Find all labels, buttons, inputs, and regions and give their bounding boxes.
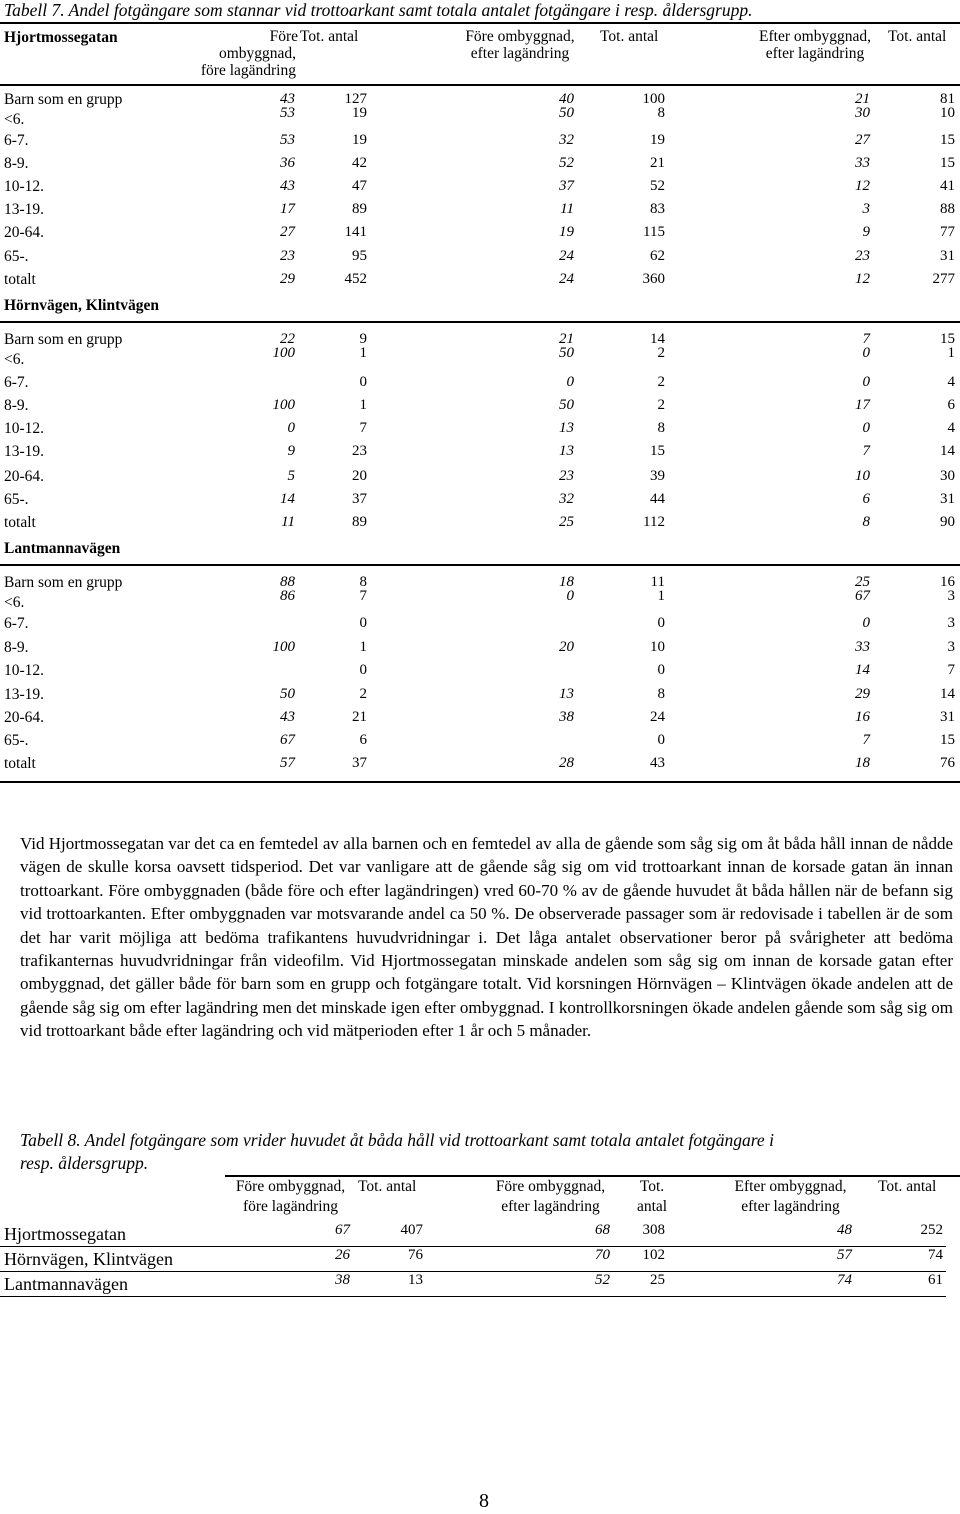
table7-cell: 95 [352,248,367,264]
page-number: 8 [479,1490,489,1512]
table7-col3-header: Före ombyggnad, efter lagändring [465,28,575,62]
table8-col5-header: Efter ombyggnad, efter lagändring [734,1178,847,1215]
table7-cell: 25 [559,514,574,530]
table7-cell: 10 [855,468,870,484]
table7-section-rule [0,564,960,566]
table7-caption: Tabell 7. Andel fotgängare som stannar vid trottoarkant samt totala antalet fotgängare i resp. åldersgrupp. [4,0,753,20]
table7-cell: 3 [947,588,955,604]
table7-bottom-rule [0,781,960,783]
table7-row-label: 10-12. [4,178,45,195]
table8-caption-line1: Tabell 8. Andel fotgängare som vrider huvudet åt båda håll vid trottoarkant samt totala antalet fotgängare i [20,1130,774,1150]
table8-cell: 74 [928,1247,943,1263]
table7-section-header: Hörnvägen, Klintvägen [4,297,160,314]
table7-cell: 20 [352,468,367,484]
table8-cell: 74 [837,1272,852,1288]
table7-cell: 31 [940,709,955,725]
table7-cell: 23 [559,468,574,484]
table7-cell: 76 [940,755,955,771]
table7-cell: 90 [940,514,955,530]
table7-cell: 47 [352,178,367,194]
table7-cell: 100 [272,639,295,655]
table7-cell: 43 [280,709,295,725]
table7-cell: 15 [940,155,955,171]
table8-cell: 76 [408,1247,423,1263]
table7-cell: 38 [559,709,574,725]
table7-cell: 23 [352,443,367,459]
table7-cell: 27 [855,132,870,148]
table7-row-label: 10-12. [4,662,45,679]
table7-cell: 21 [855,91,870,107]
table7-cell: 50 [559,345,574,361]
table7-cell: 100 [272,397,295,413]
table7-cell: 277 [932,271,955,287]
table8-cell: 38 [335,1272,350,1288]
table7-cell: 13 [559,686,574,702]
table7-cell: 31 [940,248,955,264]
table7-cell: 50 [559,397,574,413]
table7-cell: 29 [280,271,295,287]
table7-cell: 12 [855,271,870,287]
table7-cell: 30 [940,468,955,484]
table7-cell: 0 [566,374,574,390]
table7-cell: 50 [559,105,574,121]
table7-row-label: <6. [4,594,25,611]
table7-cell: 115 [643,224,665,240]
table7-cell: 11 [281,514,295,530]
table7-cell: 15 [650,443,665,459]
table7-row-label: <6. [4,351,25,368]
table7-cell: 2 [657,345,665,361]
table8-cell: 48 [837,1222,852,1238]
table7-cell: 8 [657,420,665,436]
table7-row-label: 13-19. [4,201,45,218]
table7-cell: 25 [855,574,870,590]
table7-cell: 112 [643,514,665,530]
table7-header-rule [0,84,960,86]
table7-cell: 53 [280,105,295,121]
table7-cell: 24 [559,248,574,264]
table8-cell: 308 [642,1222,665,1238]
table8-row-rule [0,1296,946,1297]
table7-cell: 0 [862,374,870,390]
table7-cell: 77 [940,224,955,240]
table7-cell: 3 [947,615,955,631]
table8-cell: 52 [595,1272,610,1288]
table7-cell: 100 [642,91,665,107]
table7-cell: 0 [566,588,574,604]
table7-cell: 67 [280,732,295,748]
table7-top-rule [0,22,960,24]
table7-cell: 2 [657,374,665,390]
table8-col3-header: Före ombyggnad, efter lagändring [495,1178,606,1215]
table7-cell: 86 [280,588,295,604]
table7-cell: 23 [280,248,295,264]
table7-cell: 27 [280,224,295,240]
table7-row-label: 65-. [4,491,29,508]
table7-cell: 1 [359,345,367,361]
table7-row-label: 20-64. [4,224,45,241]
table7-cell: 1 [657,588,665,604]
table7-cell: 41 [940,178,955,194]
table7-cell: 37 [352,755,367,771]
table7-cell: 21 [352,709,367,725]
table8-col6-header: Tot. antal [878,1178,937,1195]
table7-cell: 4 [947,374,955,390]
table8-cell: 13 [408,1272,423,1288]
table7-cell: 6 [359,732,367,748]
table7-section-header: Lantmannavägen [4,540,121,557]
table7-cell: 43 [280,91,295,107]
table8-col2-header: Tot. antal [358,1178,417,1195]
table7-cell: 18 [559,574,574,590]
table7-row-label: Barn som en grupp [4,331,123,348]
table7-cell: 10 [940,105,955,121]
table7-cell: 21 [559,331,574,347]
table7-cell: 36 [280,155,295,171]
table7-cell: 62 [650,248,665,264]
table7-cell: 50 [280,686,295,702]
table7-cell: 22 [280,331,295,347]
table7-cell: 14 [940,686,955,702]
table7-cell: 21 [650,155,665,171]
table7-cell: 9 [862,224,870,240]
table7-row-label: Barn som en grupp [4,574,123,591]
table7-cell: 7 [947,662,955,678]
table7-cell: 2 [657,397,665,413]
table7-col6-header: Tot. antal [888,28,947,45]
table8-cell: 70 [595,1247,610,1263]
table7-cell: 6 [947,397,955,413]
table7-cell: 5 [287,468,295,484]
table7-cell: 17 [855,397,870,413]
table7-row-label: 10-12. [4,420,45,437]
table8-col4-header: Tot. antal [636,1178,668,1215]
table7-col1-header: Före ombyggnad, före lagändring [200,28,298,79]
table7-cell: 19 [352,132,367,148]
table7-row-label: 6-7. [4,374,29,391]
table7-cell: 14 [650,331,665,347]
table7-cell: 11 [650,574,665,590]
table7-row-label: 20-64. [4,709,45,726]
table7-cell: 53 [280,132,295,148]
table7-cell: 16 [855,709,870,725]
table7-cell: 31 [940,491,955,507]
table7-col2-header: Tot. antal [300,28,359,45]
table7-cell: 83 [650,201,665,217]
table7-row-label: 65-. [4,732,29,749]
table7-cell: 100 [272,345,295,361]
table7-cell: 13 [559,420,574,436]
table7-cell: 11 [560,201,574,217]
table8-cell: 102 [642,1247,665,1263]
table7-cell: 14 [280,491,295,507]
table7-cell: 7 [862,331,870,347]
table7-cell: 7 [862,732,870,748]
table7-cell: 12 [855,178,870,194]
table7-cell: 19 [650,132,665,148]
table7-cell: 14 [855,662,870,678]
table7-cell: 15 [940,132,955,148]
table7-section-rule [0,321,960,323]
table8-cell: 67 [335,1222,350,1238]
table7-cell: 44 [650,491,665,507]
table7-cell: 15 [940,732,955,748]
table7-col4-header: Tot. antal [600,28,659,45]
table7-cell: 19 [559,224,574,240]
table7-cell: 0 [862,345,870,361]
table7-row-label: 13-19. [4,686,45,703]
table7-row-label: 6-7. [4,132,29,149]
table7-row-label: 8-9. [4,639,29,656]
table7-cell: 14 [940,443,955,459]
table7-cell: 0 [657,662,665,678]
table7-cell: 1 [359,397,367,413]
table7-row-label: <6. [4,111,25,128]
table7-row-label: 20-64. [4,468,45,485]
table7-cell: 13 [559,443,574,459]
table7-cell: 43 [650,755,665,771]
table7-cell: 37 [352,491,367,507]
table8-row-label: Hjortmossegatan [4,1224,126,1244]
table7-cell: 10 [650,639,665,655]
table7-cell: 8 [657,105,665,121]
table8-cell: 68 [595,1222,610,1238]
table7-cell: 52 [559,155,574,171]
table7-cell: 88 [280,574,295,590]
table7-cell: 7 [359,420,367,436]
table7-cell: 0 [287,420,295,436]
table7-cell: 452 [344,271,367,287]
table7-cell: 40 [559,91,574,107]
table7-cell: 32 [559,491,574,507]
table7-cell: 30 [855,105,870,121]
table7-row-label: totalt [4,271,36,288]
table7-row-label: Barn som en grupp [4,91,123,108]
table7-cell: 9 [359,331,367,347]
table7-cell: 89 [352,514,367,530]
table7-cell: 141 [344,224,367,240]
table7-cell: 43 [280,178,295,194]
table7-cell: 16 [940,574,955,590]
table7-cell: 1 [359,639,367,655]
table7-cell: 57 [280,755,295,771]
table7-cell: 28 [559,755,574,771]
table7-cell: 67 [855,588,870,604]
table8-cell: 407 [400,1222,423,1238]
body-paragraph: Vid Hjortmossegatan var det ca en femtedel av alla barnen och en femtedel av alla de gående som såg sig om åt båda håll innan de nådde vägen de skulle korsa oavsett tidsperiod. Det var vanligare att de gående såg sig om vid trottoarkant innan de korsade gatan än innan trottoarkant. Före ombyggnaden (både före och efter lagändringen) vred 60-70 % av de gående huvudet åt båda hållen när de befann sig vid trottoarkanten. Efter ombyggnaden var motsvarande andel ca 50 %. De observerade passager som är redovisade i tabellen är de som det har varit möjliga att bedöma trafikantens huvudvridningar i. Det låga antalet observationer beror på svårigheter att bedöma trafikanternas huvudvridningar från videofilm. Vid Hjortmossegatan minskade andelen som såg sig om innan de korsade gatan efter ombyggnad, det gäller både för barn som en grupp och fotgängare totalt. Vid korsningen Hörnvägen – Klintvägen ökade andelen att de gående såg sig om efter lagändring men det minskade igen efter ombyggnad. I kontrollkorsningen ökade andelen gående som såg sig om vid trottoarkant både efter lagändring och vid mätperioden efter 1 år och 5 månader. [20,834,953,1041]
table8-cell: 25 [650,1272,665,1288]
table7-cell: 3 [862,201,870,217]
table7-first-section: Hjortmossegatan [4,29,118,46]
table7-cell: 0 [657,732,665,748]
table7-cell: 0 [657,615,665,631]
table7-cell: 0 [862,420,870,436]
table7-cell: 24 [650,709,665,725]
table7-row-label: totalt [4,755,36,772]
table7-cell: 0 [359,374,367,390]
table7-cell: 8 [862,514,870,530]
table7-cell: 33 [855,639,870,655]
table7-row-label: 8-9. [4,155,29,172]
table7-row-label: totalt [4,514,36,531]
table8-caption-line2: resp. åldersgrupp. [20,1153,149,1173]
table7-cell: 2 [359,686,367,702]
table7-cell: 8 [657,686,665,702]
table7-cell: 0 [359,662,367,678]
table7-cell: 0 [862,615,870,631]
table8-row-label: Lantmannavägen [4,1274,128,1294]
table7-cell: 17 [280,201,295,217]
table7-cell: 8 [359,574,367,590]
table7-row-label: 65-. [4,248,29,265]
table7-cell: 20 [559,639,574,655]
table7-cell: 24 [559,271,574,287]
table7-cell: 4 [947,420,955,436]
table7-col5-header: Efter ombyggnad, efter lagändring [759,28,871,62]
table7-cell: 39 [650,468,665,484]
table7-cell: 3 [947,639,955,655]
table7-cell: 7 [862,443,870,459]
table7-cell: 7 [359,588,367,604]
table8-row-label: Hörnvägen, Klintvägen [4,1249,173,1269]
table8-cell: 26 [335,1247,350,1263]
table7-cell: 37 [559,178,574,194]
table7-cell: 29 [855,686,870,702]
table7-cell: 81 [940,91,955,107]
table7-cell: 19 [352,105,367,121]
table7-row-label: 13-19. [4,443,45,460]
table7-cell: 360 [642,271,665,287]
table8-col1-header: Före ombyggnad, före lagändring [235,1178,346,1215]
table7-cell: 32 [559,132,574,148]
table7-cell: 6 [862,491,870,507]
table7-cell: 1 [947,345,955,361]
table7-cell: 9 [287,443,295,459]
table8-cell: 252 [920,1222,943,1238]
table7-row-label: 6-7. [4,615,29,632]
table8-cell: 61 [928,1272,943,1288]
table7-cell: 33 [855,155,870,171]
table7-cell: 88 [940,201,955,217]
table7-cell: 15 [940,331,955,347]
table7-cell: 52 [650,178,665,194]
table7-cell: 89 [352,201,367,217]
table7-cell: 127 [344,91,367,107]
table7-cell: 42 [352,155,367,171]
table8-cell: 57 [837,1247,852,1263]
table7-cell: 0 [359,615,367,631]
table7-row-label: 8-9. [4,397,29,414]
table7-cell: 18 [855,755,870,771]
table7-cell: 23 [855,248,870,264]
